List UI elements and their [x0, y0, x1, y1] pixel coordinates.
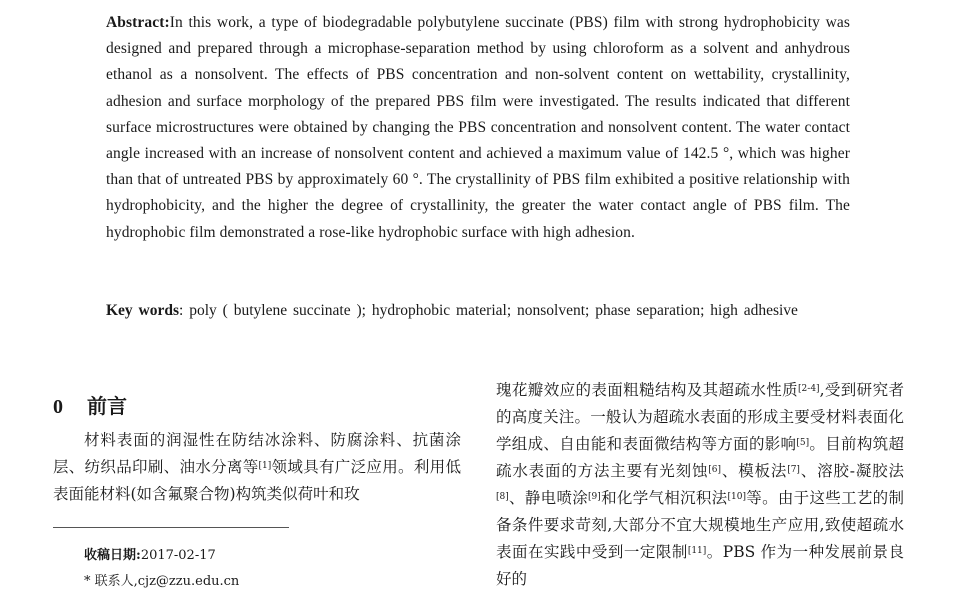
body-text: ,受到研究者的高度关注。一般认为超疏水表面的形成主要受材料表面化学组成、自由能和表面微结构等方面的影响 [496, 381, 904, 453]
section-heading [53, 390, 127, 419]
citation-ref: [10] [727, 492, 746, 502]
abstract: Abstract:In this work, a type of biodegradable polybutylene succinate (PBS) film with strong hydrophobicity was designed and prepared through a microphase-separation method by using chloroform as a solvent and anhydrous ethanol as a nonsolvent. The effects of PBS concentration and non-solvent content on wettability, crystallinity, adhesion and surface morphology of the prepared PBS film were investigated. The results indicated that different surface microstructures were obtained by changing the PBS concentration and nonsolvent content. The water contact angle increased with an increase of nonsolvent content and achieved a maximum value of 142.5 °, which was higher than that of untreated PBS by approximately 60 °. The crystallinity of PBS film exhibited a positive relationship with hydrophobicity, and the higher the degree of crystallinity, the greater the water contact angle of PBS film. The hydrophobic film demonstrated a rose-like hydrophobic surface with high adhesion. [106, 14, 850, 241]
abstract-label: Abstract [106, 14, 165, 31]
body-text: 。PBS 作为一种发展前景良好的 [496, 543, 904, 588]
abstract-text: In this work, a type of biodegradable polybutylene succinate (PBS) film with strong hydrophobicity was designed and prepared through a microphase-separation method by using chloroform as a solvent and anhydrous ethanol as a nonsolvent. The effects of PBS concentration and non-solvent content on wettability, crystallinity, adhesion and surface morphology of the prepared PBS film were investigated. The results indicated that different surface microstructures were obtained by changing the PBS concentration and nonsolvent content. The water contact angle increased with an increase of nonsolvent content and achieved a maximum value of 142.5 °, which was higher than that of untreated PBS by approximately 60 °. The crystallinity of PBS film exhibited a positive relationship with hydrophobicity, and the higher the degree of crystallinity, the greater the water contact angle of PBS film. The hydrophobic film demonstrated a rose-like hydrophobic surface with high adhesion. [106, 14, 850, 241]
section-title: 前言 [87, 394, 127, 418]
body-text: 等。由于这些工艺的制备条件要求苛刻,大部分不宜大规模地生产应用,致使超疏水表面在实践中受到一定限制 [496, 489, 904, 561]
keywords-text: poly ( butylene succinate ); hydrophobic material; nonsolvent; phase separation; high adhesive [189, 302, 798, 319]
section-number: 0 [53, 396, 63, 418]
footnote-received [84, 544, 216, 563]
footnote-contact: * 联系人,cjz@zzu.edu.cn [84, 574, 240, 589]
citation-ref: [7] [787, 465, 800, 475]
footnote-divider [53, 527, 289, 528]
received-label: 收稿日期: [84, 548, 141, 563]
citation-ref: [11] [687, 546, 707, 556]
left-column [53, 427, 461, 508]
citation-ref: [9] [588, 492, 601, 502]
body-text: 、静电喷涂 [508, 489, 589, 507]
keywords: Key words: poly ( butylene succinate ); hydrophobic material; nonsolvent; phase separation; high adhesive [106, 302, 798, 319]
intro-paragraph [53, 427, 461, 508]
body-text: 。目前构筑超疏水表面的方法主要有光刻蚀 [496, 435, 904, 480]
citation-ref: [2-4] [798, 384, 820, 394]
received-date: 2017-02-17 [140, 548, 216, 563]
body-text: 、溶胶-凝胶法 [799, 462, 904, 480]
continued-paragraph [496, 377, 904, 593]
citation-ref: [1] [258, 461, 272, 471]
citation-ref: [5] [796, 438, 810, 448]
right-column [496, 377, 904, 593]
body-text: 瑰花瓣效应的表面粗糙结构及其超疏水性质 [496, 381, 799, 399]
body-text: 和化学气相沉积法 [600, 489, 728, 507]
citation-ref: [6] [708, 465, 722, 475]
body-text: 、模板法 [721, 462, 788, 480]
keywords-label: Key words [106, 302, 180, 319]
intro-text-2: 领域具有广泛应用。利用低表面能材料(如含氟聚合物)构筑类似荷叶和玫 [53, 458, 461, 503]
citation-ref: [8] [496, 492, 509, 502]
intro-text-1: 材料表面的润湿性在防结冰涂料、防腐涂料、抗菌涂层、纺织品印刷、油水分离等 [53, 431, 461, 476]
